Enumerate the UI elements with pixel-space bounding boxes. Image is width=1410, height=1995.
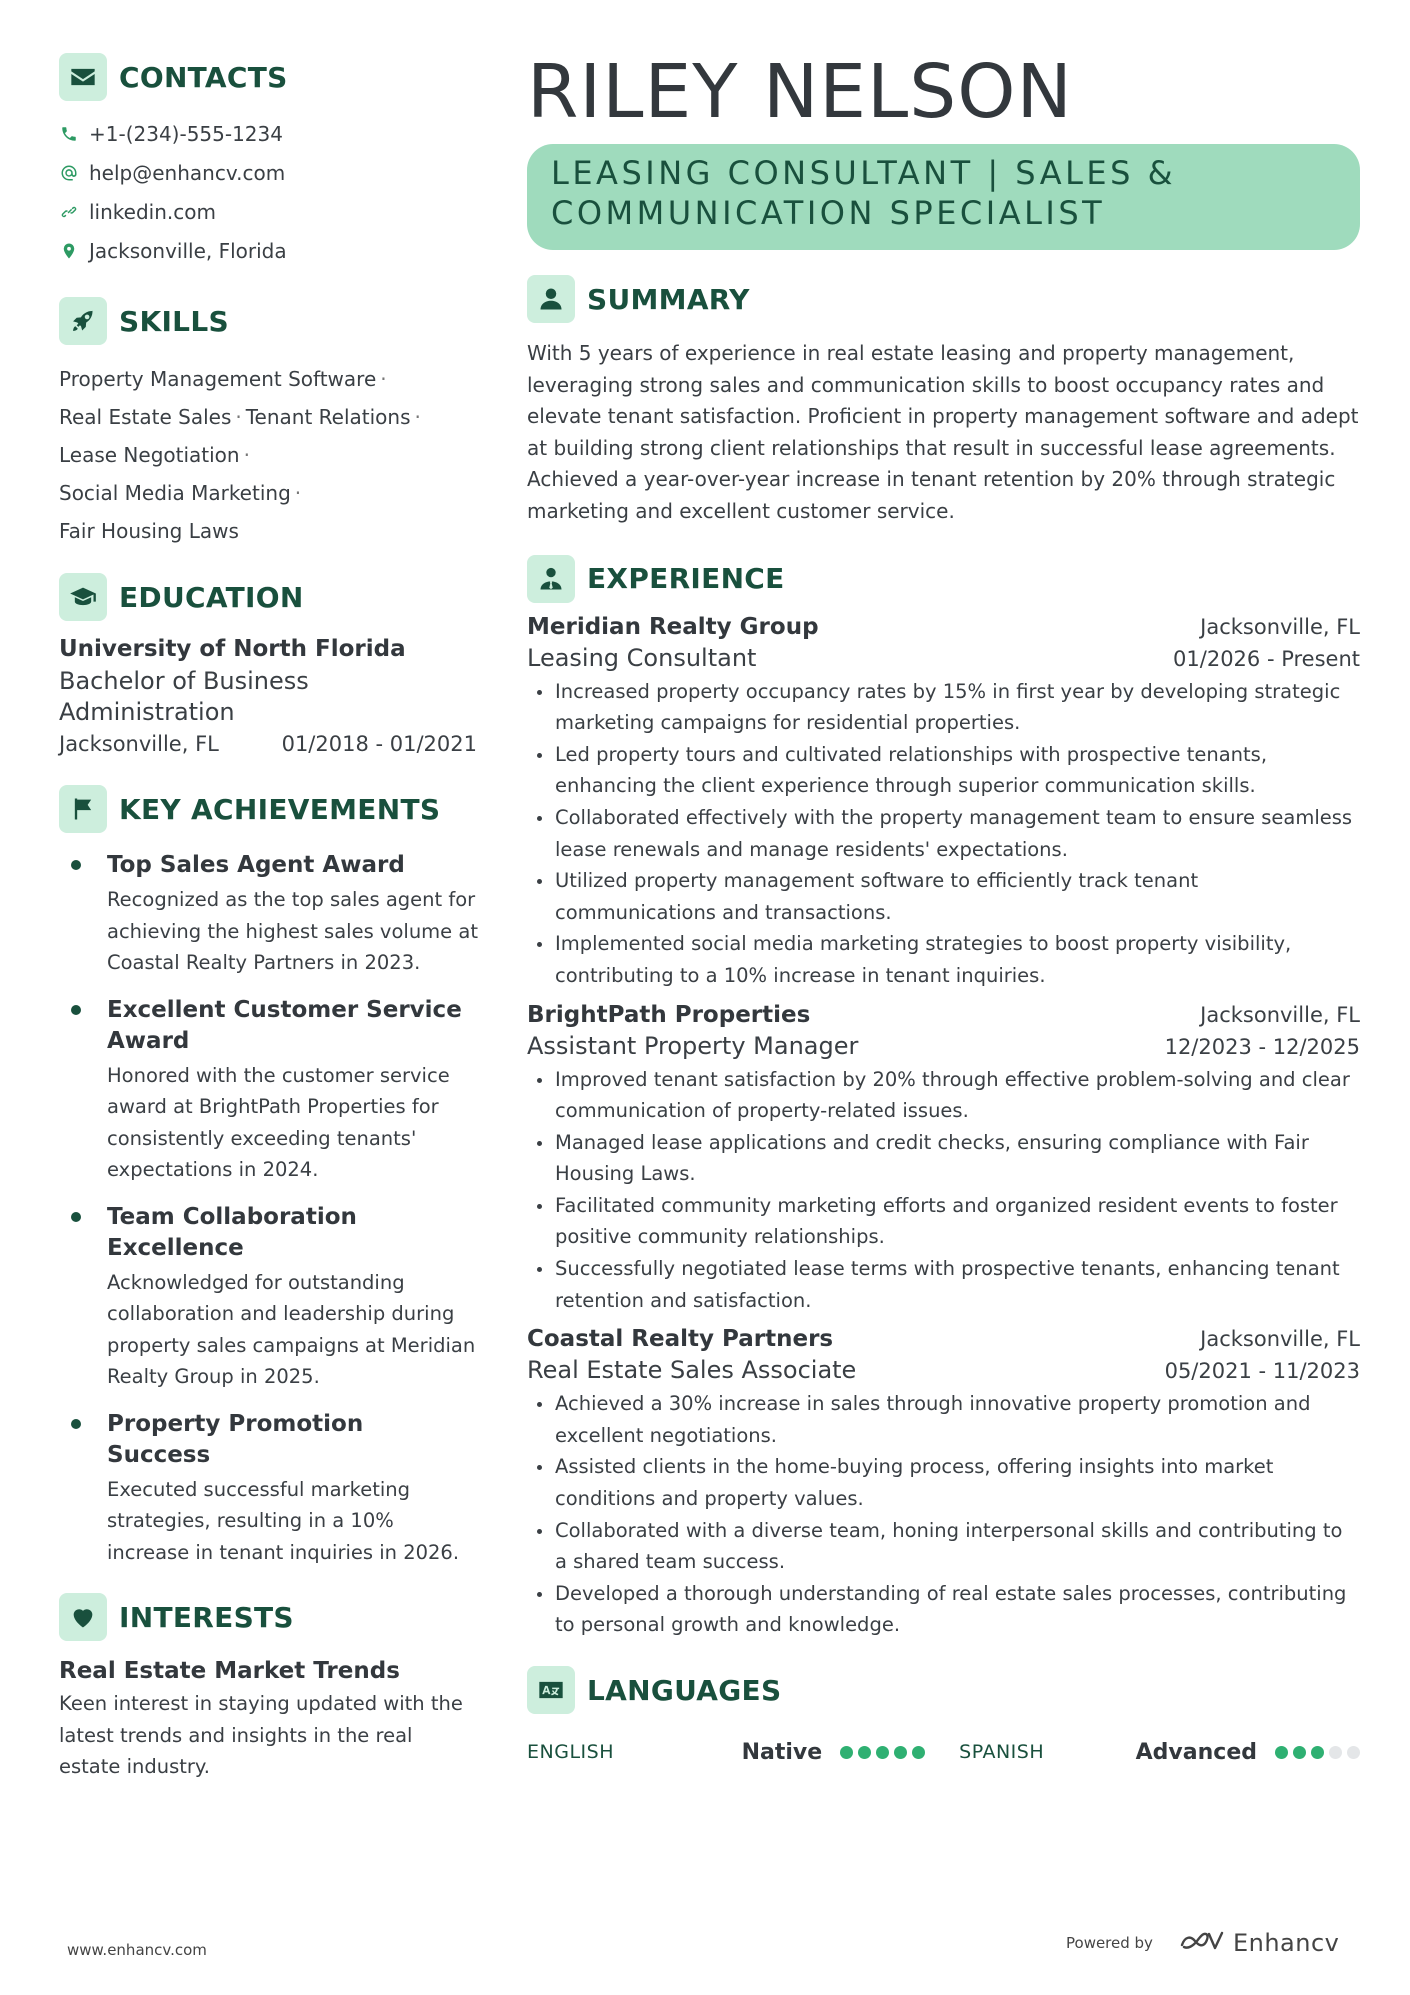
- skill-separator: ·: [243, 443, 250, 467]
- interests-header: [59, 1592, 479, 1642]
- achievement-desc: Recognized as the top sales agent for achieving the highest sales volume at Coastal Realty Partners in 2023.: [107, 888, 478, 974]
- job-header: [527, 1002, 1360, 1028]
- brand-name: Enhancv: [1232, 1929, 1340, 1957]
- language-rating-spanish: [1275, 1746, 1360, 1759]
- job-header: [527, 614, 1360, 640]
- skill-separator: ·: [294, 481, 302, 505]
- education-title: EDUCATION: [119, 580, 304, 614]
- achievement-desc: Honored with the customer service award at BrightPath Properties for consistently exceeding tenants' expectations in 2024.: [107, 1063, 450, 1181]
- bullet-dot: [71, 1212, 81, 1222]
- experience-header: [527, 554, 1360, 604]
- rating-dot-filled: [858, 1746, 871, 1759]
- phone-text: +1-(234)-555-1234: [89, 121, 283, 146]
- skill-item: Social Media Marketing: [59, 481, 291, 505]
- enhancv-logo-icon: [1179, 1929, 1225, 1957]
- achievement-desc: Executed successful marketing strategies, resulting in a 10% increase in tenant inquiries in 2026.: [107, 1477, 460, 1564]
- skill-separator: ·: [380, 367, 387, 391]
- candidate-name: RILEY NELSON: [527, 49, 1073, 135]
- language-name-english: ENGLISH: [527, 1741, 614, 1763]
- powered-by-text: Powered by: [1066, 1934, 1153, 1952]
- achievement-item: [59, 1202, 479, 1393]
- experience-item: [527, 1326, 1360, 1641]
- interest-desc: Keen interest in staying updated with the latest trends and insights in the real estate industry.: [59, 1692, 463, 1778]
- job-bullets: [527, 1388, 1360, 1641]
- achievements-title: KEY ACHIEVEMENTS: [119, 792, 441, 826]
- contact-linkedin[interactable]: [59, 192, 479, 231]
- rating-dot-filled: [1311, 1746, 1324, 1759]
- contact-location: [59, 231, 479, 270]
- experience-item: [527, 614, 1360, 992]
- achievement-title: Team Collaboration Excellence: [107, 1203, 357, 1261]
- achievement-item: [59, 1409, 479, 1569]
- job-bullet: Managed lease applications and credit checks, ensuring compliance with Fair Housing Laws.: [527, 1127, 1360, 1190]
- languages-row: [527, 1737, 1360, 1767]
- contact-phone[interactable]: [59, 114, 479, 153]
- contact-list: [59, 114, 479, 270]
- job-bullet: Implemented social media marketing strategies to boost property visibility, contributing to a 10% increase in tenant inquiries.: [527, 928, 1360, 991]
- achievements-list: [59, 850, 479, 1568]
- education-header: [59, 572, 479, 622]
- achievement-desc: Acknowledged for outstanding collaboration and leadership during property sales campaigns at Meridian Realty Group in 2025.: [107, 1270, 476, 1388]
- right-column: [527, 48, 1360, 1767]
- edu-degree: Bachelor of Business Administration: [59, 667, 309, 726]
- contacts-title: CONTACTS: [119, 60, 288, 94]
- job-location: Jacksonville, FL: [1200, 1002, 1360, 1027]
- skills-line-1: [59, 360, 479, 398]
- job-bullets: [527, 1064, 1360, 1317]
- graduation-cap-icon: [59, 573, 107, 621]
- skill-item: Tenant Relations: [245, 405, 411, 429]
- job-bullet: Collaborated effectively with the property management team to ensure seamless lease renewals and manage residents' expectations.: [527, 802, 1360, 865]
- company-name: Coastal Realty Partners: [527, 1326, 834, 1353]
- skill-item: Real Estate Sales: [59, 405, 232, 429]
- rating-dot-filled: [876, 1746, 889, 1759]
- achievement-title: Excellent Customer Service Award: [107, 996, 462, 1054]
- bullet-dot: [71, 1419, 81, 1429]
- contacts-header: [59, 52, 479, 102]
- at-icon: [59, 163, 79, 183]
- link-icon: [59, 202, 79, 222]
- location-pin-icon: [59, 241, 79, 261]
- company-name: BrightPath Properties: [527, 1001, 811, 1028]
- skills-header: [59, 296, 479, 346]
- experience-item: [527, 1002, 1360, 1317]
- rating-dot-filled: [912, 1746, 925, 1759]
- job-bullet: Improved tenant satisfaction by 20% through effective problem-solving and clear communication of property-related issues.: [527, 1064, 1360, 1127]
- job-title-line-1: LEASING CONSULTANT | SALES &: [551, 154, 1177, 192]
- rating-dot-filled: [894, 1746, 907, 1759]
- briefcase-person-icon: [527, 555, 575, 603]
- job-header: [527, 1326, 1360, 1352]
- achievement-title: Top Sales Agent Award: [107, 852, 405, 878]
- interest-entry: [59, 1658, 479, 1783]
- phone-icon: [59, 124, 79, 144]
- rating-dot-filled: [1293, 1746, 1306, 1759]
- flag-icon: [59, 785, 107, 833]
- skill-item: Property Management Software: [59, 367, 377, 391]
- job-bullet: Collaborated with a diverse team, honing interpersonal skills and contributing to a shared team success.: [527, 1515, 1360, 1578]
- edu-school: University of North Florida: [59, 636, 406, 662]
- skills-line-3: [59, 436, 479, 474]
- summary-header: [527, 274, 1360, 324]
- footer-website[interactable]: www.enhancv.com: [67, 1941, 207, 1959]
- achievements-header: [59, 784, 479, 834]
- company-name: Meridian Realty Group: [527, 613, 819, 640]
- language-name-spanish: SPANISH: [959, 1741, 1045, 1763]
- job-bullet: Led property tours and cultivated relationships with prospective tenants, enhancing the client experience through superior communication skills.: [527, 739, 1360, 802]
- skills-list: [59, 360, 479, 550]
- languages-header: [527, 1665, 1360, 1715]
- skill-separator: ·: [235, 405, 242, 429]
- job-location: Jacksonville, FL: [1200, 614, 1360, 639]
- heart-icon: [59, 1593, 107, 1641]
- translate-icon: [527, 1666, 575, 1714]
- left-column: [59, 52, 479, 1783]
- skills-line-5: [59, 512, 479, 550]
- skill-item: Lease Negotiation: [59, 443, 240, 467]
- job-dates: 05/2021 - 11/2023: [1164, 1359, 1360, 1384]
- person-icon: [527, 275, 575, 323]
- edu-location: Jacksonville, FL: [59, 732, 219, 756]
- job-dates: 01/2026 - Present: [1173, 646, 1360, 671]
- job-bullet: Facilitated community marketing efforts and organized resident events to foster positive community relationships.: [527, 1190, 1360, 1253]
- job-bullet: Increased property occupancy rates by 15% in first year by developing strategic marketing campaigns for residential properties.: [527, 676, 1360, 739]
- job-dates: 12/2023 - 12/2025: [1164, 1034, 1360, 1059]
- rating-dot-empty: [1347, 1746, 1360, 1759]
- interest-title: Real Estate Market Trends: [59, 1658, 400, 1684]
- bullet-dot: [71, 860, 81, 870]
- location-text: Jacksonville, Florida: [89, 238, 287, 263]
- skills-line-2: [59, 398, 479, 436]
- job-subheader: [527, 644, 1360, 672]
- skills-line-4: [59, 474, 479, 512]
- linkedin-text: linkedin.com: [89, 199, 216, 224]
- job-title-line-2: COMMUNICATION SPECIALIST: [551, 194, 1106, 232]
- education-entry: [59, 636, 479, 756]
- summary-text: With 5 years of experience in real estate leasing and property management, leveraging strong sales and communication skills to boost occupancy rates and elevate tenant satisfaction. Proficient in property management software and adept at building strong client relationships that result in successful lease agreements. Achieved a year-over-year increase in tenant retention by 20% through strategic marketing and excellent customer service.: [527, 341, 1359, 523]
- language-level-spanish: Advanced: [1135, 1739, 1257, 1765]
- rating-dot-empty: [1329, 1746, 1342, 1759]
- skill-separator: ·: [414, 405, 421, 429]
- job-location: Jacksonville, FL: [1200, 1327, 1360, 1352]
- rocket-icon: [59, 297, 107, 345]
- job-subheader: [527, 1356, 1360, 1384]
- job-role: Leasing Consultant: [527, 643, 757, 672]
- job-bullets: [527, 676, 1360, 992]
- job-subheader: [527, 1032, 1360, 1060]
- achievement-item: [59, 995, 479, 1186]
- achievement-item: [59, 850, 479, 979]
- job-bullet: Developed a thorough understanding of real estate sales processes, contributing to personal growth and knowledge.: [527, 1578, 1360, 1641]
- edu-meta: [59, 732, 477, 756]
- rating-dot-filled: [840, 1746, 853, 1759]
- contact-email[interactable]: [59, 153, 479, 192]
- job-bullet: Achieved a 30% increase in sales through innovative property promotion and excellent negotiations.: [527, 1388, 1360, 1451]
- rating-dot-filled: [1275, 1746, 1288, 1759]
- edu-dates: 01/2018 - 01/2021: [281, 732, 477, 756]
- language-rating-english: [840, 1746, 925, 1759]
- skill-item: Fair Housing Laws: [59, 519, 239, 543]
- language-level-english: Native: [741, 1739, 823, 1765]
- email-text: help@enhancv.com: [89, 160, 286, 185]
- envelope-icon: [59, 53, 107, 101]
- job-bullet: Utilized property management software to efficiently track tenant communications and transactions.: [527, 865, 1360, 928]
- bullet-dot: [71, 1005, 81, 1015]
- summary-title: SUMMARY: [587, 282, 750, 316]
- interests-title: INTERESTS: [119, 1600, 294, 1634]
- skills-title: SKILLS: [119, 304, 229, 338]
- job-bullet: Successfully negotiated lease terms with prospective tenants, enhancing tenant retention and satisfaction.: [527, 1253, 1360, 1316]
- experience-title: EXPERIENCE: [587, 562, 785, 596]
- job-title-banner: [527, 144, 1360, 250]
- job-role: Assistant Property Manager: [527, 1031, 859, 1060]
- languages-title: LANGUAGES: [587, 1673, 782, 1707]
- achievement-title: Property Promotion Success: [107, 1410, 364, 1468]
- footer-branding: [1066, 1929, 1339, 1957]
- job-bullet: Assisted clients in the home-buying process, offering insights into market conditions and property values.: [527, 1451, 1360, 1514]
- job-role: Real Estate Sales Associate: [527, 1356, 857, 1385]
